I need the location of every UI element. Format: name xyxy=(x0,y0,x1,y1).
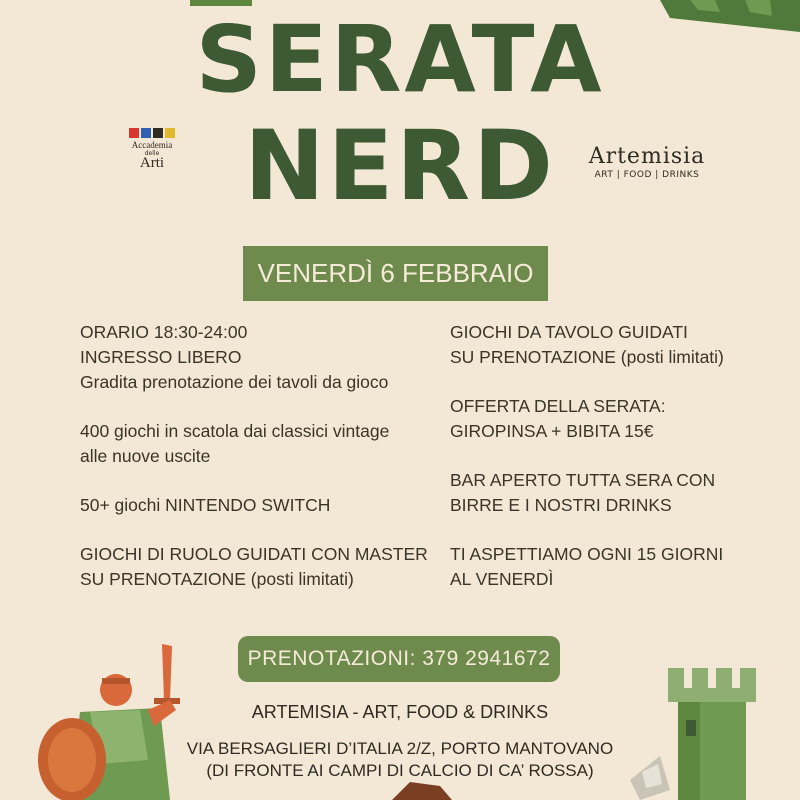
info-block xyxy=(450,394,780,444)
info-block xyxy=(80,493,440,518)
artemisia-brand: Artemisia xyxy=(588,144,706,169)
info-column-left xyxy=(80,320,440,616)
info-line: GIROPINSA + BIBITA 15€ xyxy=(450,421,654,441)
accademia-logo xyxy=(112,128,192,188)
artemisia-tagline: ART | FOOD | DRINKS xyxy=(594,170,700,180)
title-line-1: SERATA xyxy=(195,6,605,113)
address-line-1: VIA BERSAGLIERI D’ITALIA 2/Z, PORTO MANTOVANO xyxy=(186,739,614,758)
info-line: GIOCHI DA TAVOLO GUIDATI xyxy=(450,322,688,342)
info-line: Gradita prenotazione dei tavoli da gioco xyxy=(80,372,389,392)
logo-square-black xyxy=(153,128,163,138)
info-line: AL VENERDÌ xyxy=(450,569,554,589)
info-block xyxy=(450,542,780,592)
info-block xyxy=(450,320,780,370)
logo-left-line1: Accademia xyxy=(131,140,173,150)
logo-square-blue xyxy=(141,128,151,138)
info-line: SU PRENOTAZIONE (posti limitati) xyxy=(450,347,724,367)
artemisia-logo xyxy=(572,146,722,180)
info-line: 50+ giochi NINTENDO SWITCH xyxy=(80,495,331,515)
logo-left-line2: delle xyxy=(144,150,160,157)
info-block xyxy=(80,542,440,592)
address-line-2: (DI FRONTE AI CAMPI DI CALCIO DI CA’ ROSSA) xyxy=(206,761,594,780)
logo-square-yellow xyxy=(165,128,175,138)
info-line: alle nuove uscite xyxy=(80,446,211,466)
info-line: OFFERTA DELLA SERATA: xyxy=(450,396,666,416)
date-banner: VENERDÌ 6 FEBBRAIO xyxy=(243,246,548,301)
info-block xyxy=(80,320,440,395)
info-line: GIOCHI DI RUOLO GUIDATI CON MASTER xyxy=(80,544,428,564)
booking-phone-pill: PRENOTAZIONI: 379 2941672 xyxy=(238,636,560,682)
title-line-2: NERD xyxy=(244,110,556,222)
info-line: BAR APERTO TUTTA SERA CON xyxy=(450,470,716,490)
logo-square-red xyxy=(129,128,139,138)
logo-squares xyxy=(112,128,192,138)
info-line: 400 giochi in scatola dai classici vintage xyxy=(80,421,390,441)
brown-block-decor xyxy=(392,780,452,800)
info-line: INGRESSO LIBERO xyxy=(80,347,242,367)
info-line: ORARIO 18:30-24:00 xyxy=(80,322,248,342)
logo-left-line3: Arti xyxy=(139,155,165,171)
info-line: SU PRENOTAZIONE (posti limitati) xyxy=(80,569,354,589)
info-block xyxy=(80,419,440,469)
info-block xyxy=(450,468,780,518)
info-column-right xyxy=(450,320,780,616)
venue-address xyxy=(0,738,800,782)
info-line: TI ASPETTIAMO OGNI 15 GIORNI xyxy=(450,544,724,564)
info-line: BIRRE E I NOSTRI DRINKS xyxy=(450,495,672,515)
venue-name: ARTEMISIA - ART, FOOD & DRINKS xyxy=(251,702,549,722)
